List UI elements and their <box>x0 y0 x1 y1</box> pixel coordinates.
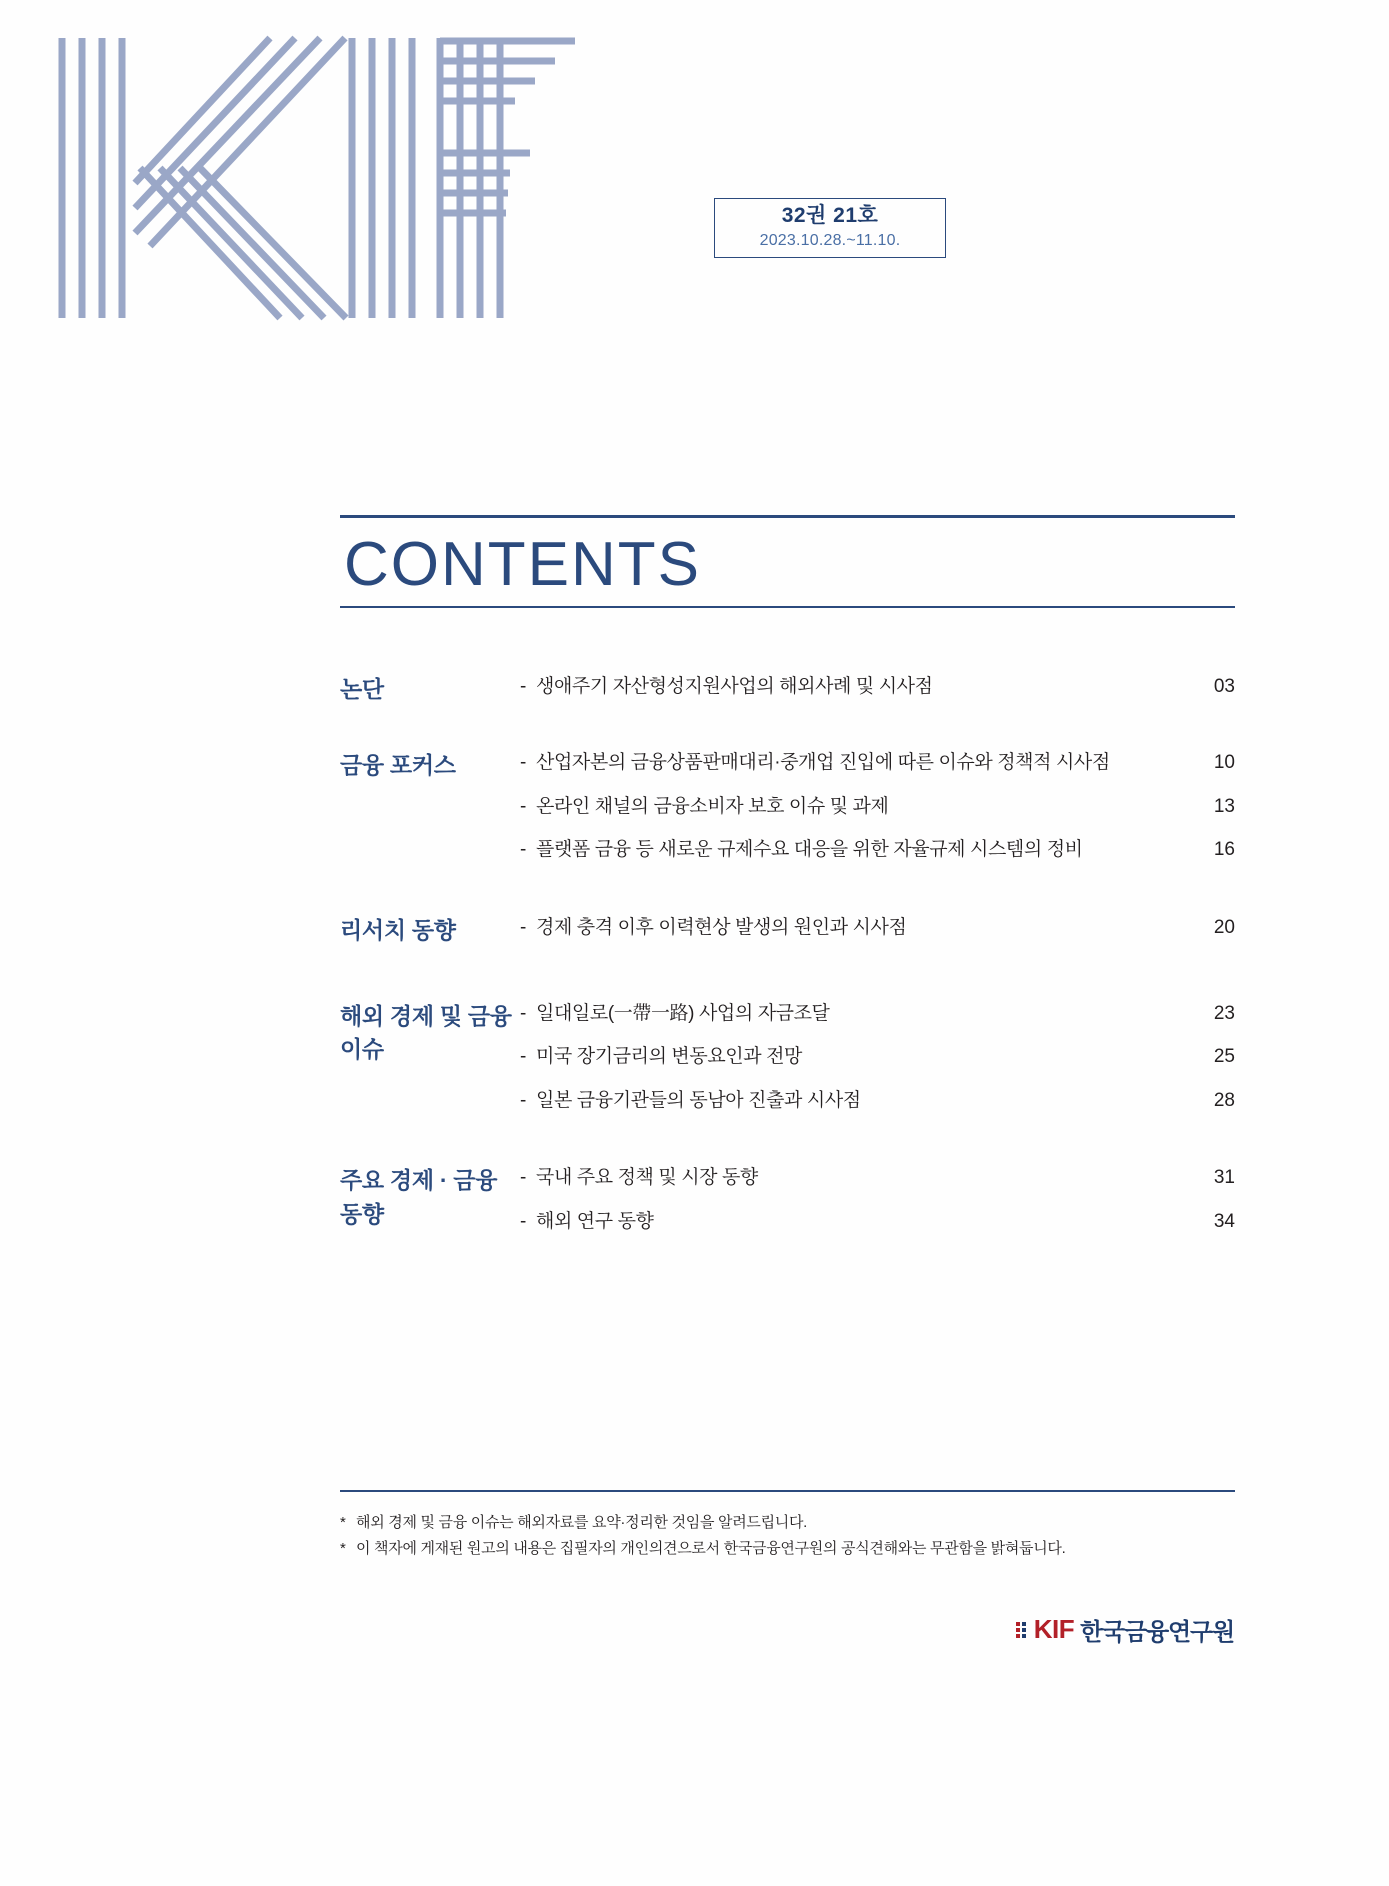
toc-entry-title: 일본 금융기관들의 동남아 진출과 시사점 <box>536 1089 861 1111</box>
toc-entry-page: 25 <box>1213 1046 1235 1068</box>
toc-dash: - <box>520 1089 527 1111</box>
toc-entry-page: 23 <box>1213 1003 1235 1024</box>
toc-entry-title: 경제 충격 이후 이력현상 발생의 원인과 시사점 <box>536 916 907 938</box>
toc-item-list <box>520 913 1235 942</box>
toc-item-list <box>520 999 1235 1115</box>
brand-kif-text: KIF <box>1033 1614 1075 1644</box>
toc-entry[interactable] <box>520 1207 1235 1236</box>
toc-entry-page: 16 <box>1213 839 1235 861</box>
toc-entry[interactable] <box>520 999 1235 1028</box>
contents-rule-bottom <box>340 606 1235 608</box>
toc-entry-page: 34 <box>1213 1210 1235 1232</box>
toc-entry-title: 온라인 채널의 금융소비자 보호 이슈 및 과제 <box>536 795 889 817</box>
toc-dash: - <box>520 676 527 697</box>
toc-group-overseas-issues <box>340 999 1235 1115</box>
toc-dash: - <box>520 752 527 774</box>
toc-entry[interactable] <box>520 1163 1235 1192</box>
page-title: CONTENTS <box>344 530 701 599</box>
toc-dash: - <box>520 795 527 817</box>
toc-item-list <box>520 1163 1235 1236</box>
toc-entry-title: 해외 연구 동향 <box>536 1210 654 1232</box>
toc-item-list <box>520 748 1235 864</box>
toc-category-label: 주요 경제 · 금융 동향 <box>340 1167 498 1227</box>
toc-entry-page: 03 <box>1213 676 1235 697</box>
footnote-list <box>340 1510 1240 1561</box>
toc-entry-page: 28 <box>1213 1089 1235 1111</box>
toc-entry-page: 20 <box>1213 916 1235 938</box>
issue-volume: 32권 21호 <box>781 204 879 227</box>
toc-category-label: 리서치 동향 <box>340 916 456 943</box>
toc-entry-page: 10 <box>1213 752 1235 774</box>
toc-group-nondan <box>340 672 1235 706</box>
footnote-marker: * <box>340 1539 346 1557</box>
toc-entry-title: 일대일로(一帶一路) 사업의 자금조달 <box>536 1003 830 1024</box>
footnote <box>340 1536 1240 1562</box>
toc-dash: - <box>520 1167 527 1189</box>
toc-entry-title: 생애주기 자산형성지원사업의 해외사례 및 시사점 <box>536 676 933 697</box>
toc-dash: - <box>520 916 527 938</box>
kif-outline-logo <box>40 18 600 338</box>
toc-entry[interactable] <box>520 748 1235 777</box>
toc-entry-title: 국내 주요 정책 및 시장 동향 <box>536 1167 758 1189</box>
table-of-contents <box>340 672 1235 1236</box>
toc-group-financial-focus <box>340 748 1235 864</box>
footnote <box>340 1510 1240 1536</box>
toc-item-list <box>520 672 1235 701</box>
toc-entry[interactable] <box>520 913 1235 942</box>
issue-badge <box>714 198 946 258</box>
toc-entry-title: 미국 장기금리의 변동요인과 전망 <box>536 1046 802 1068</box>
toc-group-research-trends <box>340 913 1235 947</box>
toc-entry[interactable] <box>520 672 1235 701</box>
brand-dots-icon <box>1016 1622 1026 1638</box>
toc-category-label: 해외 경제 및 금융 이슈 <box>340 1003 512 1063</box>
footnote-marker: * <box>340 1514 346 1531</box>
toc-dash: - <box>520 1003 527 1024</box>
toc-category-label: 논단 <box>340 676 384 702</box>
toc-group-major-trends <box>340 1163 1235 1236</box>
toc-dash: - <box>520 1210 527 1232</box>
footnote-rule <box>340 1490 1235 1492</box>
brand-institute-name: 한국금융연구원 <box>1080 1619 1234 1646</box>
kif-brand-footer <box>1016 1612 1234 1647</box>
toc-entry[interactable] <box>520 1086 1235 1115</box>
toc-entry-page: 31 <box>1213 1167 1235 1189</box>
toc-dash: - <box>520 839 527 861</box>
toc-entry-title: 산업자본의 금융상품판매대리·중개업 진입에 따른 이슈와 정책적 시사점 <box>536 752 1110 774</box>
toc-entry-page: 13 <box>1213 795 1235 817</box>
toc-entry[interactable] <box>520 1042 1235 1071</box>
footnote-text: 해외 경제 및 금융 이슈는 해외자료를 요약·정리한 것임을 알려드립니다. <box>356 1514 808 1531</box>
toc-dash: - <box>520 1046 527 1068</box>
toc-entry[interactable] <box>520 835 1235 864</box>
footnote-text: 이 책자에 게재된 원고의 내용은 집필자의 개인의견으로서 한국금융연구원의 공식견해와는 무관함을 밝혀둡니다. <box>356 1539 1066 1557</box>
toc-category-label: 금융 포커스 <box>340 752 456 779</box>
toc-entry[interactable] <box>520 792 1235 821</box>
issue-date-range: 2023.10.28.~11.10. <box>759 232 901 250</box>
toc-entry-title: 플랫폼 금융 등 새로운 규제수요 대응을 위한 자율규제 시스템의 정비 <box>536 839 1083 861</box>
contents-header <box>340 515 1235 608</box>
